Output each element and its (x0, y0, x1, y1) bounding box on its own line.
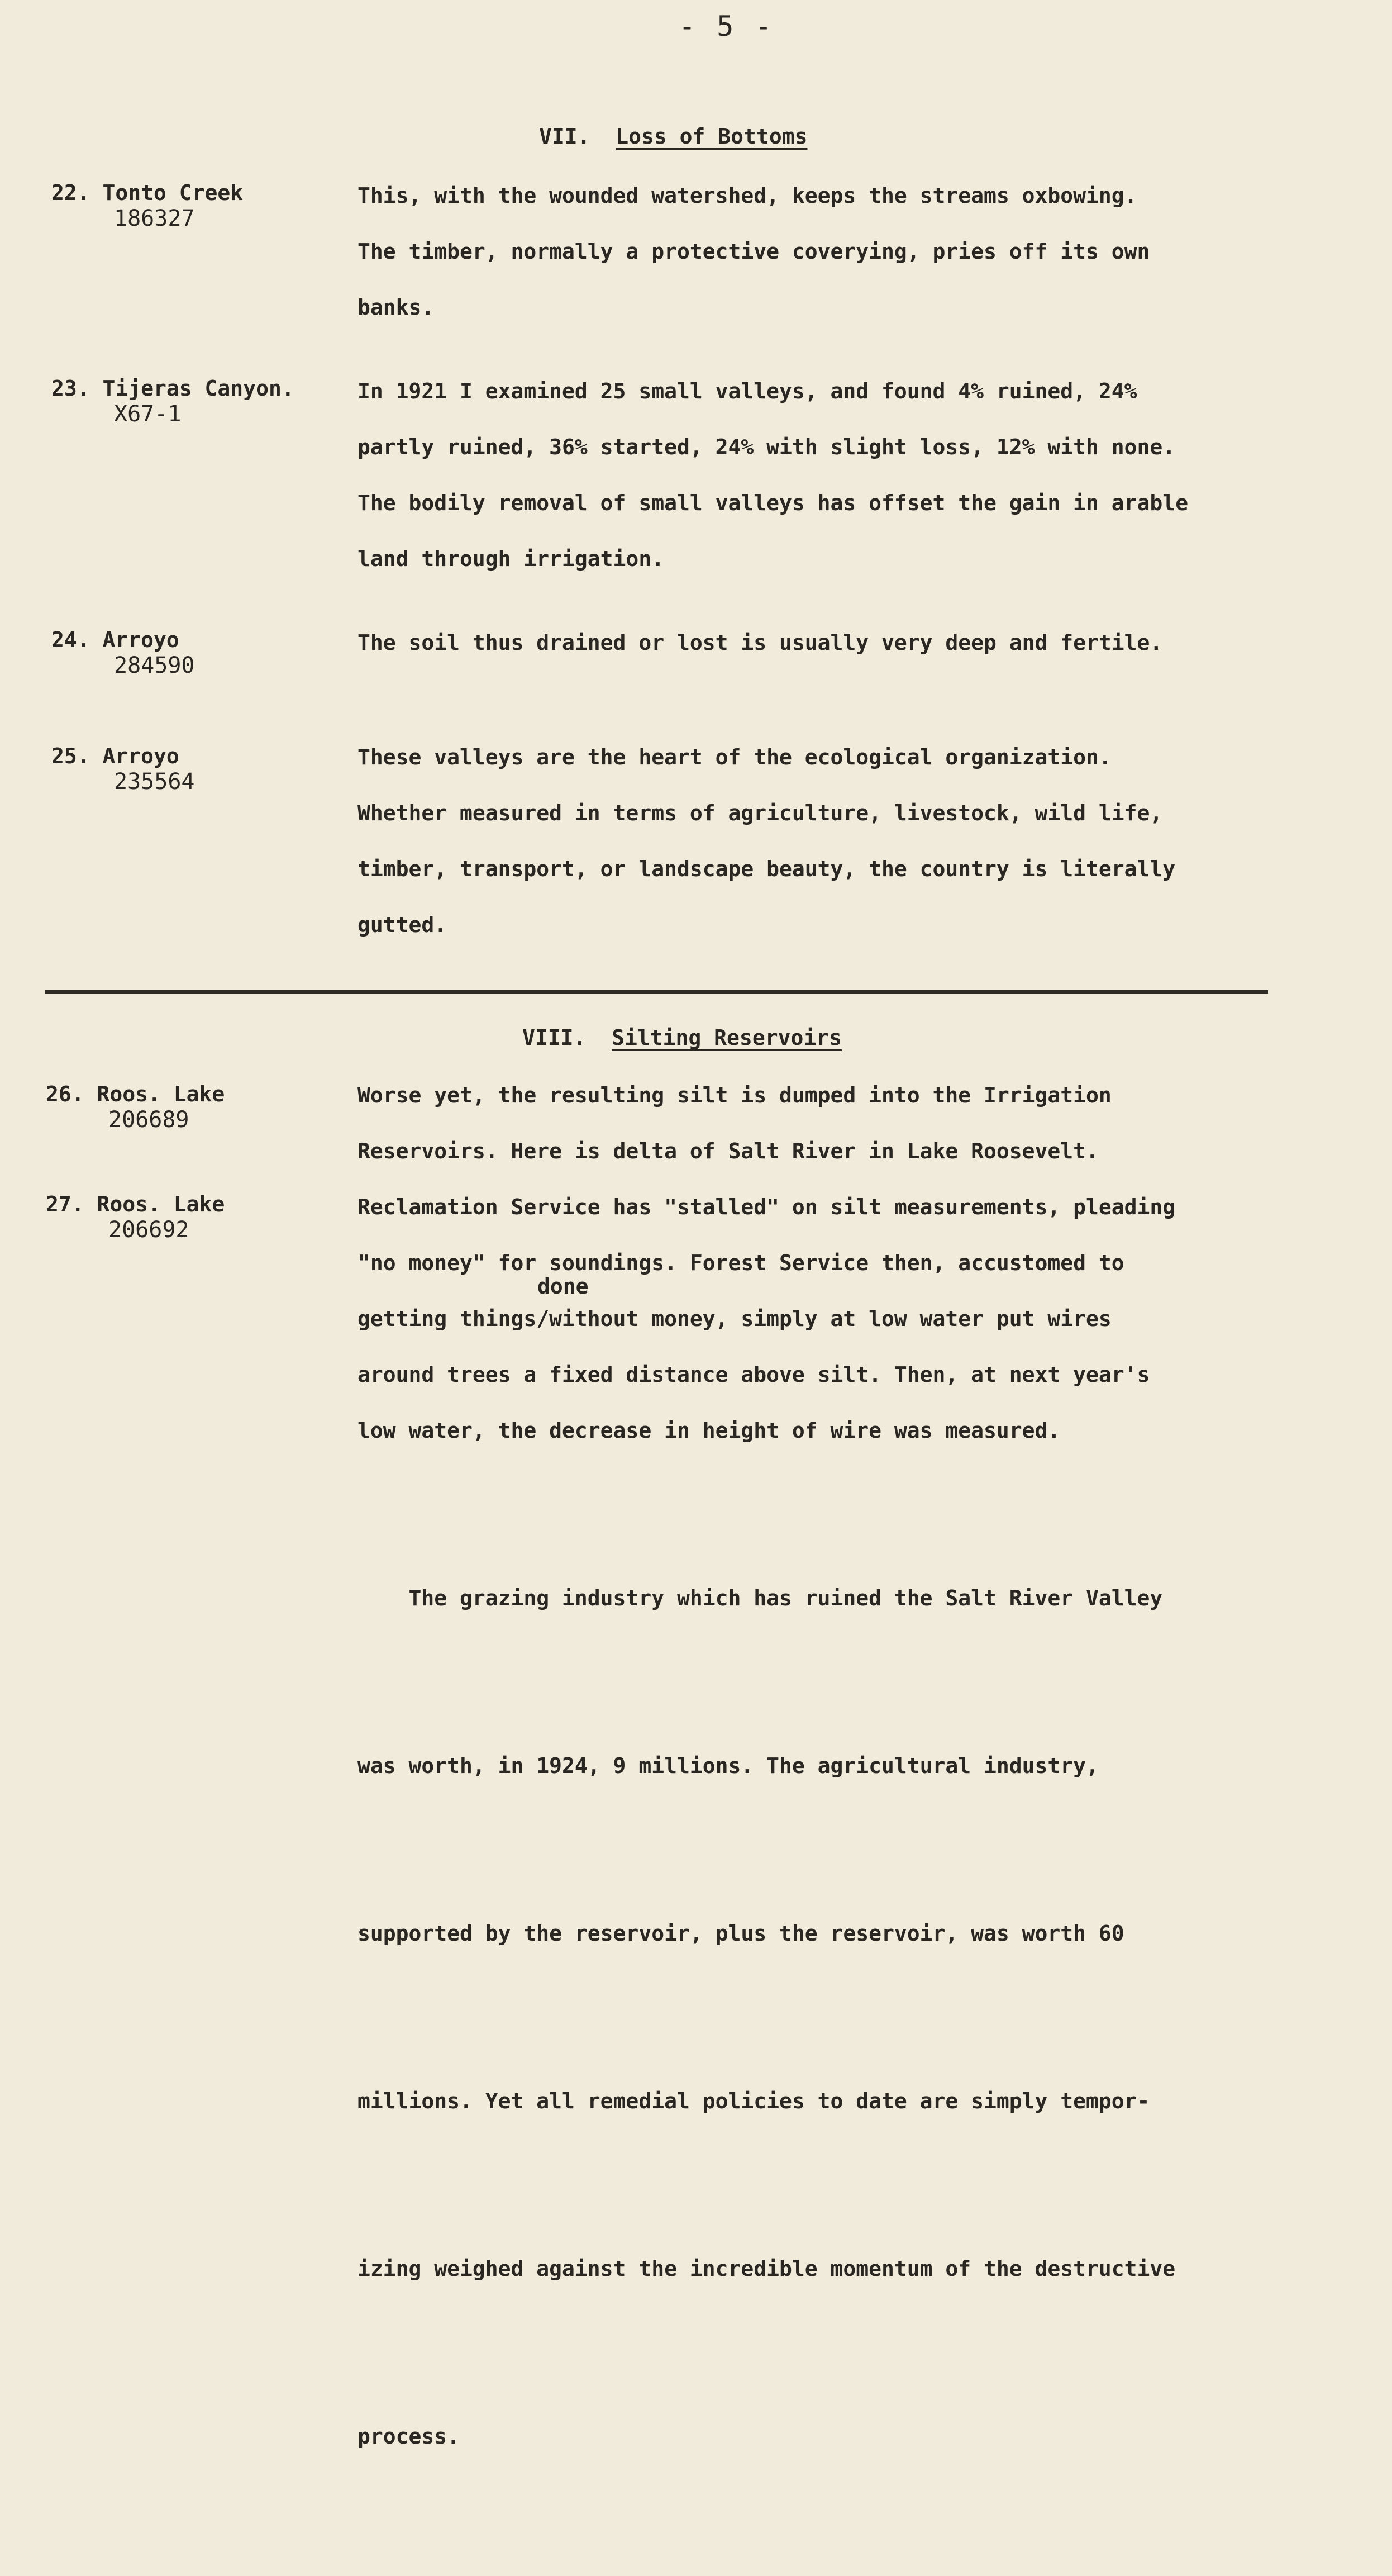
entry-name: Roos. Lake (97, 1192, 225, 1216)
section-heading-vii (539, 124, 807, 149)
text-line: This, with the wounded watershed, keeps the streams oxbowing. (357, 183, 1137, 208)
paragraph-24 (357, 615, 1274, 671)
photo-code: 206692 (108, 1217, 189, 1243)
entry-number: 24. (51, 628, 90, 652)
text-line: gutted. (357, 912, 447, 937)
entry-name: Arroyo (102, 628, 179, 652)
photo-code: 235564 (114, 769, 195, 795)
paragraph-25 (357, 729, 1274, 953)
entry-name: Roos. Lake (97, 1082, 225, 1106)
text-line: was worth, in 1924, 9 millions. The agricultural industry, (357, 1753, 1099, 1778)
text-line: Reclamation Service has "stalled" on silt measurements, pleading (357, 1195, 1176, 1219)
entry-number: 23. (51, 376, 90, 401)
text-line: millions. Yet all remedial policies to date are simply tempor- (357, 2089, 1150, 2113)
entry-number: 22. (51, 180, 90, 205)
entry-name: Tijeras Canyon. (102, 376, 294, 401)
reference-25 (51, 743, 195, 795)
text-line: izing weighed against the incredible momentum of the destructive (357, 2256, 1176, 2281)
text-line: partly ruined, 36% started, 24% with slight loss, 12% with none. (357, 435, 1176, 459)
reference-26 (46, 1081, 225, 1133)
page-number: - 5 - (679, 10, 774, 42)
text-line: The bodily removal of small valleys has offset the gain in arable (357, 491, 1189, 515)
text-line: "no money" for soundings. Forest Service then, accustomed to (357, 1251, 1124, 1275)
text-line: getting things/without money, simply at low water put wires (357, 1306, 1112, 1331)
text-line: banks. (357, 295, 435, 320)
section-title: Loss of Bottoms (616, 124, 808, 149)
text-line: In 1921 I examined 25 small valleys, and found 4% ruined, 24% (357, 379, 1137, 403)
text-line: The grazing industry which has ruined the Salt River Valley (357, 1586, 1163, 1610)
text-line: process. (357, 2424, 460, 2449)
section-title: Silting Reservoirs (612, 1025, 842, 1050)
reference-27 (46, 1191, 225, 1243)
photo-code: X67-1 (114, 401, 182, 427)
section-heading-viii (522, 1025, 842, 1050)
text-line: around trees a fixed distance above silt. Then, at next year's (357, 1362, 1150, 1387)
reference-23 (51, 376, 294, 427)
text-line: supported by the reservoir, plus the reservoir, was worth 60 (357, 1921, 1124, 1946)
section-numeral: VII. (539, 124, 590, 149)
photo-code: 284590 (114, 653, 195, 678)
text-line: Whether measured in terms of agriculture, livestock, wild life, (357, 801, 1163, 825)
reference-24 (51, 627, 195, 678)
text-line: Reservoirs. Here is delta of Salt River in Lake Roosevelt. (357, 1139, 1099, 1163)
text-line: Worse yet, the resulting silt is dumped into the Irrigation (357, 1083, 1112, 1108)
text-line: These valleys are the heart of the ecological organization. (357, 745, 1112, 769)
handwritten-insertion: done (537, 1274, 589, 1299)
paragraph-23 (357, 363, 1274, 587)
paragraph-22 (357, 168, 1274, 335)
entry-number: 25. (51, 744, 90, 768)
text-line: The soil thus drained or lost is usually very deep and fertile. (357, 630, 1163, 655)
text-line: land through irrigation. (357, 546, 665, 571)
text-line: The timber, normally a protective coverying, pries off its own (357, 239, 1150, 264)
paragraph-grazing (357, 1458, 1274, 2576)
text-line: low water, the decrease in height of wire was measured. (357, 1418, 1061, 1443)
entry-number: 26. (46, 1082, 84, 1106)
entry-name: Arroyo (102, 744, 179, 768)
entry-number: 27. (46, 1192, 84, 1216)
entry-name: Tonto Creek (102, 180, 244, 205)
photo-code: 206689 (108, 1107, 189, 1133)
paragraph-silting (357, 1067, 1274, 1458)
reference-22 (51, 180, 243, 231)
photo-code: 186327 (114, 206, 195, 231)
horizontal-rule (45, 990, 1268, 994)
section-numeral: VIII. (522, 1025, 587, 1050)
text-line: timber, transport, or landscape beauty, the country is literally (357, 857, 1176, 881)
